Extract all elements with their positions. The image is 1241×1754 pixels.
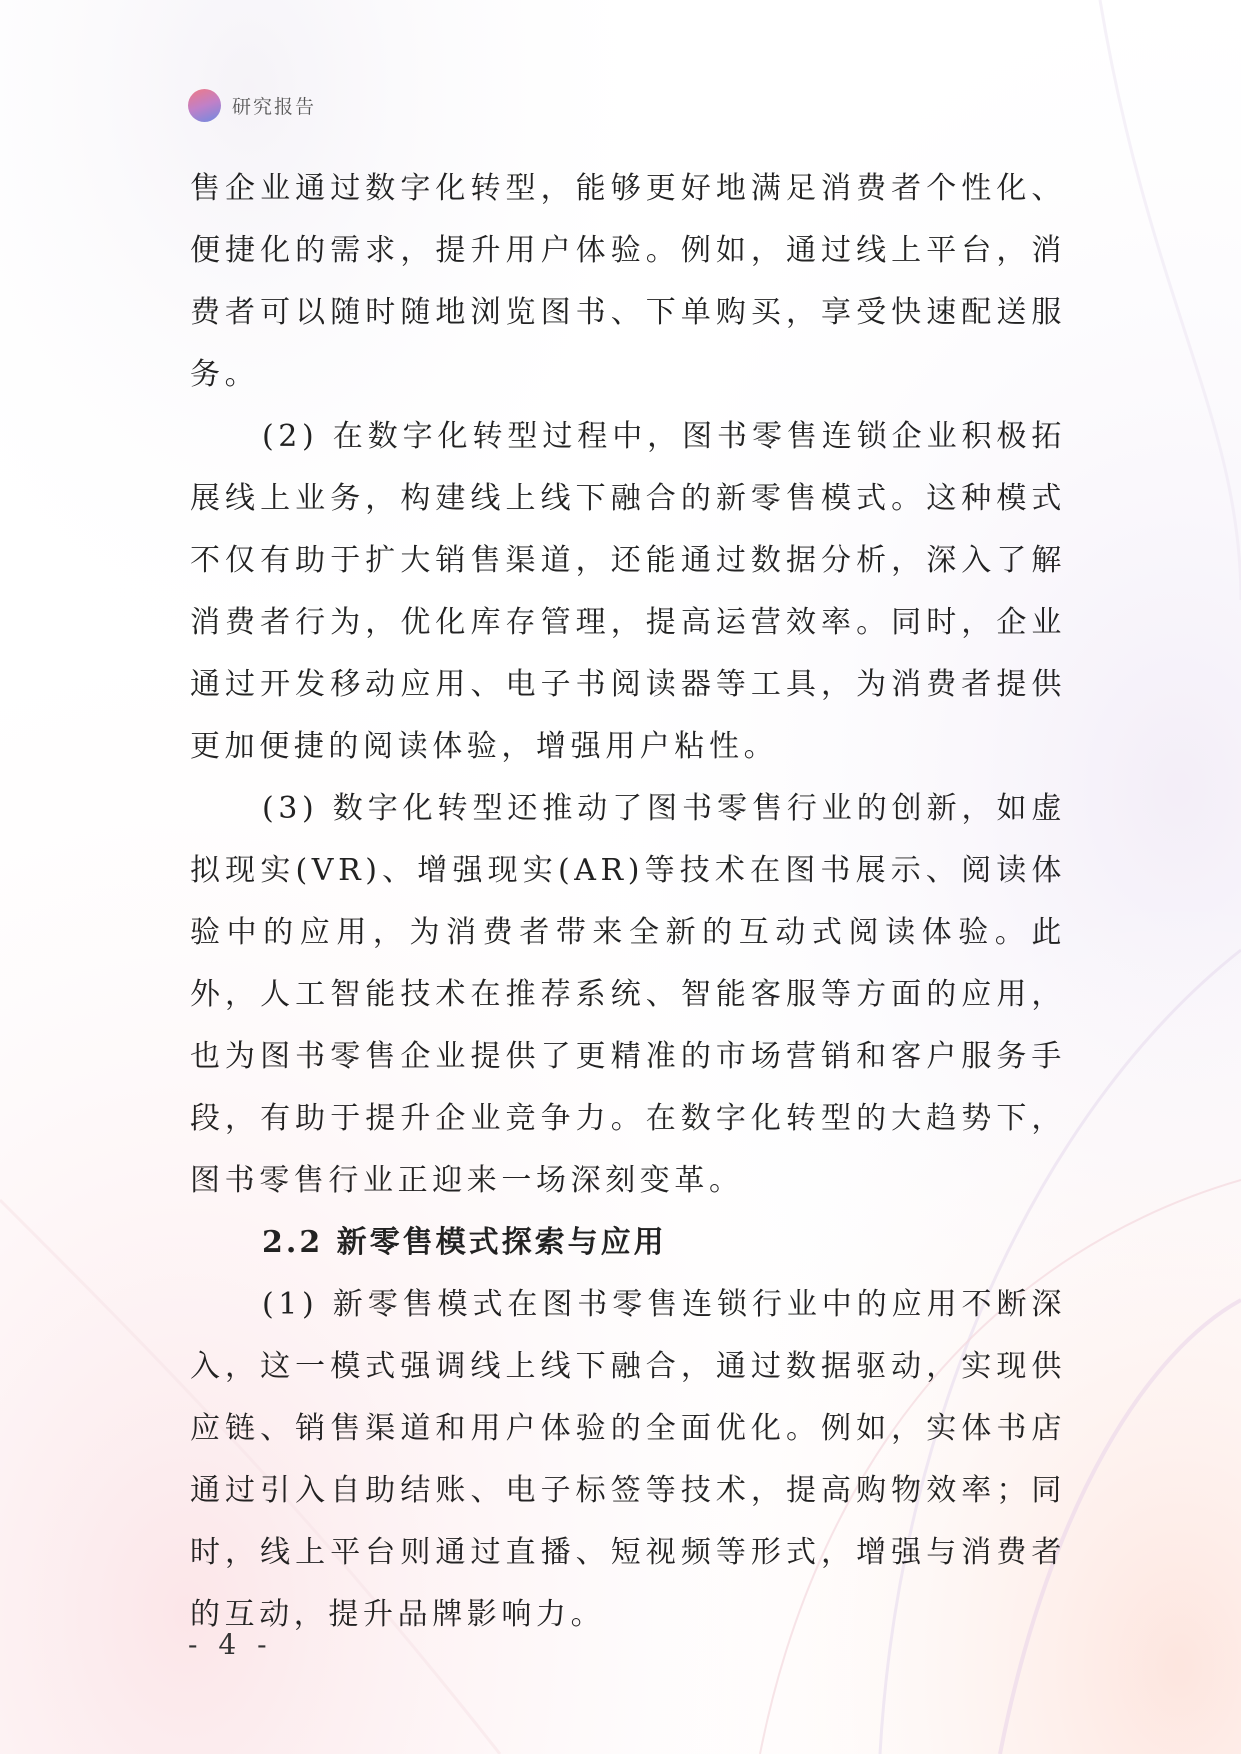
logo-circle-icon bbox=[188, 89, 221, 122]
document-header bbox=[188, 88, 316, 122]
paragraph-continued: 售企业通过数字化转型，能够更好地满足消费者个性化、便捷化的需求，提升用户体验。例如，通过线上平台，消费者可以随时随地浏览图书、下单购买，享受快速配送服务。 bbox=[190, 171, 1066, 392]
document-body bbox=[190, 158, 1066, 1646]
page-number: - 4 - bbox=[188, 1628, 273, 1661]
paragraph-section-item-1: (1) 新零售模式在图书零售连锁行业中的应用不断深入，这一模式强调线上线下融合，通过数据驱动，实现供应链、销售渠道和用户体验的全面优化。例如，实体书店通过引入自助结账、电子标签等技术，提高购物效率；同时，线上平台则通过直播、短视频等形式，增强与消费者的互动，提升品牌影响力。 bbox=[190, 1287, 1066, 1632]
section-heading: 2.2 新零售模式探索与应用 bbox=[262, 1225, 667, 1260]
paragraph-item-3: (3) 数字化转型还推动了图书零售行业的创新，如虚拟现实(VR)、增强现实(AR)等技术在图书展示、阅读体验中的应用，为消费者带来全新的互动式阅读体验。此外，人工智能技术在推荐系统、智能客服等方面的应用，也为图书零售企业提供了更精准的市场营销和客户服务手段，有助于提升企业竞争力。在数字化转型的大趋势下，图书零售行业正迎来一场深刻变革。 bbox=[190, 791, 1066, 1198]
header-title: 研究报告 bbox=[232, 95, 317, 118]
paragraph-item-2: (2) 在数字化转型过程中，图书零售连锁企业积极拓展线上业务，构建线上线下融合的新零售模式。这种模式不仅有助于扩大销售渠道，还能通过数据分析，深入了解消费者行为，优化库存管理，提高运营效率。同时，企业通过开发移动应用、电子书阅读器等工具，为消费者提供更加便捷的阅读体验，增强用户粘性。 bbox=[190, 419, 1066, 764]
